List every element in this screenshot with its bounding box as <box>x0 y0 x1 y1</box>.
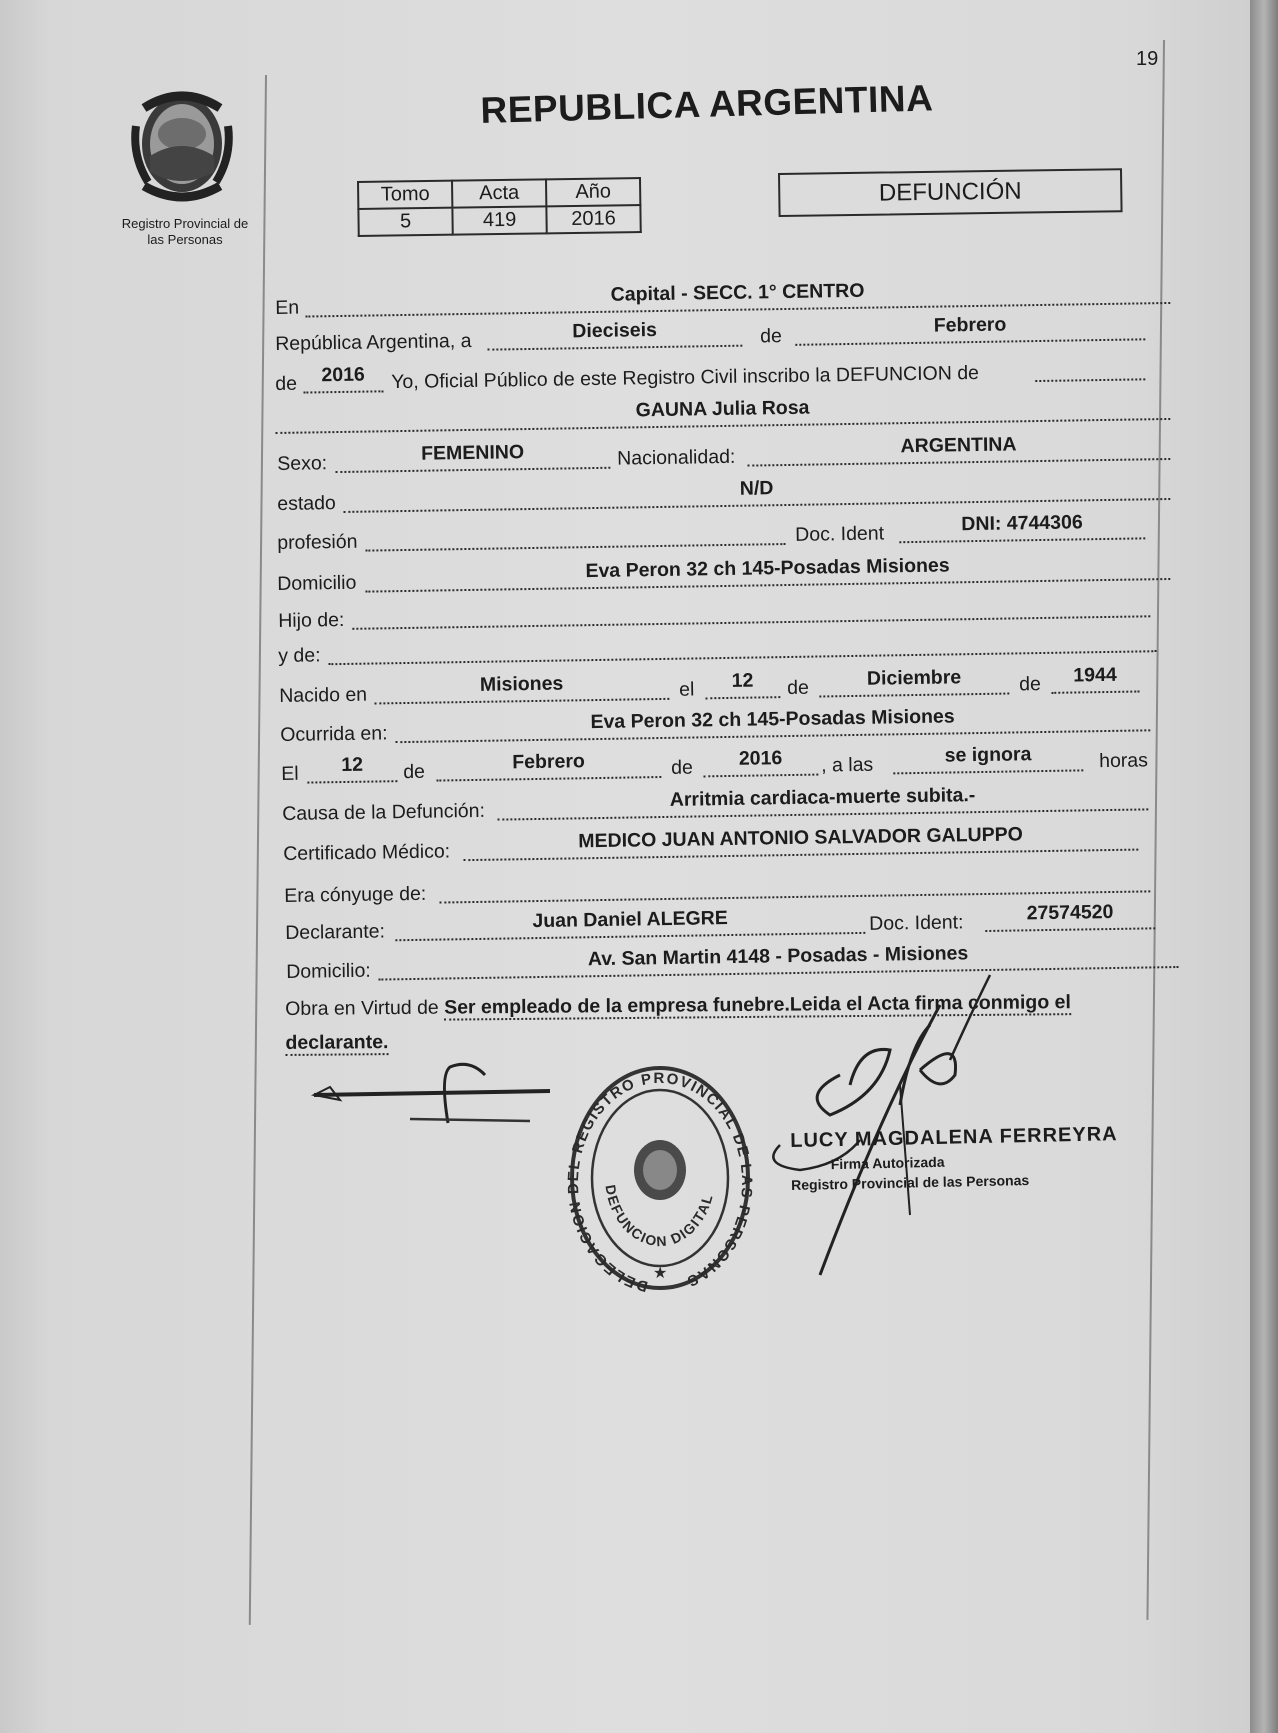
value-estado: N/D <box>739 477 774 500</box>
label-nacionalidad: Nacionalidad: <box>617 445 736 470</box>
hour-line <box>893 769 1083 774</box>
label-doc-ident-2: Doc. Ident: <box>869 911 964 935</box>
stamp-outer-text: DELEGACION DEL REGISTRO PROVINCIAL DE LAS PERSONAS <box>565 1069 755 1295</box>
book-value-tomo: 5 <box>358 208 452 236</box>
coat-of-arms-icon <box>130 86 234 206</box>
value-domicilio2: Av. San Martin 4148 - Posadas - Misiones <box>587 942 969 971</box>
label-obra: Obra en Virtud de <box>285 996 439 1020</box>
book-value-acta: 419 <box>452 206 546 234</box>
birth-year-line <box>1051 690 1139 693</box>
label-de-6: de <box>671 756 694 779</box>
country-title: REPUBLICA ARGENTINA <box>480 77 934 131</box>
book-value-anio: 2016 <box>546 205 640 233</box>
death-year-line <box>703 774 818 778</box>
label-de-1: de <box>760 325 783 348</box>
registry-line-2: las Personas <box>147 232 223 247</box>
stamp-inner-text: DEFUNCION DIGITAL <box>602 1183 716 1250</box>
label-a-las: , a las <box>821 753 874 777</box>
label-de-5: de <box>403 760 426 784</box>
year-line <box>303 390 383 393</box>
value-place: Capital - SECC. 1° CENTRO <box>610 279 865 306</box>
label-de-3: de <box>787 676 810 700</box>
label-estado: estado <box>277 492 336 515</box>
birth-day-line <box>705 696 780 699</box>
label-el-2: El <box>281 762 299 785</box>
value-causa: Arritmia cardiaca-muerte subita.- <box>669 784 976 811</box>
label-conyuge: Era cónyuge de: <box>284 882 427 907</box>
label-domicilio: Domicilio <box>277 571 357 595</box>
value-month: Febrero <box>933 313 1007 337</box>
label-sexo: Sexo: <box>277 452 328 475</box>
value-day: Dieciseis <box>572 319 658 343</box>
birth-month-line <box>819 693 1009 698</box>
label-profesion: profesión <box>277 530 358 554</box>
label-y-de: y de: <box>278 644 321 667</box>
label-hijo: Hijo de: <box>278 608 345 632</box>
book-table-header-row <box>358 178 640 209</box>
label-causa: Causa de la Defunción: <box>282 799 486 825</box>
label-el: el <box>679 678 695 701</box>
value-nacido-lugar: Misiones <box>479 672 564 696</box>
svg-text:★: ★ <box>653 1265 668 1282</box>
page-number: 19 <box>1136 48 1159 70</box>
value-certificado: MEDICO JUAN ANTONIO SALVADOR GALUPPO <box>578 823 1023 853</box>
label-republica: República Argentina, a <box>275 329 472 355</box>
value-deceased-name: GAUNA Julia Rosa <box>635 396 810 422</box>
book-table <box>357 177 642 237</box>
value-declarante: Juan Daniel ALEGRE <box>532 907 728 933</box>
registry-stamp <box>565 1058 755 1298</box>
value-sexo: FEMENINO <box>420 441 525 465</box>
value-doc2: 27574520 <box>1026 900 1114 925</box>
signatory-org: Registro Provincial de las Personas <box>790 1172 1030 1193</box>
value-fallec-dia: 12 <box>341 753 364 777</box>
label-doc-ident: Doc. Ident <box>795 522 885 546</box>
value-doc: DNI: 4744306 <box>961 511 1083 536</box>
label-de-4: de <box>1018 673 1042 696</box>
inscribo-text: Yo, Oficial Público de este Registro Civil inscribo la DEFUNCION de <box>391 361 980 394</box>
value-year: 2016 <box>321 363 365 387</box>
value-nacionalidad: ARGENTINA <box>900 433 1017 458</box>
value-ocurrida: Eva Peron 32 ch 145-Posadas Misiones <box>590 705 955 734</box>
value-nacido-dia: 12 <box>731 669 754 692</box>
registry-line-1: Registro Provincial de <box>121 216 249 231</box>
registry-caption <box>110 216 260 248</box>
value-fallec-anio: 2016 <box>738 747 783 770</box>
label-certificado: Certificado Médico: <box>283 840 451 865</box>
book-table-value-row <box>358 205 640 236</box>
signatory-title: Firma Autorizada <box>830 1153 945 1173</box>
value-nacido-anio: 1944 <box>1073 663 1117 687</box>
label-en: En <box>275 296 300 319</box>
book-header-acta: Acta <box>452 179 546 207</box>
label-horas: horas <box>1098 749 1149 773</box>
signatory-name: LUCY MAGDALENA FERREYRA <box>790 1123 1118 1152</box>
label-domicilio-2: Domicilio: <box>286 959 371 983</box>
value-fallec-mes: Febrero <box>512 750 586 774</box>
value-obra-2: declarante. <box>285 1031 389 1054</box>
signatory-block <box>790 1123 1119 1193</box>
value-obra-1: Ser empleado de la empresa funebre.Leida el Acta firma conmigo el <box>444 991 1071 1019</box>
document-type-box: DEFUNCIÓN <box>778 168 1123 217</box>
label-nacido: Nacido en <box>279 683 368 707</box>
label-declarante: Declarante: <box>285 920 386 944</box>
book-header-tomo: Tomo <box>358 181 452 209</box>
value-hora: se ignora <box>944 743 1032 767</box>
death-day-line <box>307 780 397 783</box>
book-header-anio: Año <box>546 178 640 206</box>
label-de-2: de <box>275 372 298 395</box>
inscribo-line <box>1035 378 1145 382</box>
page-edge <box>1250 0 1278 1733</box>
declarant-signature <box>300 1055 560 1135</box>
value-domicilio: Eva Peron 32 ch 145-Posadas Misiones <box>585 554 950 583</box>
value-nacido-mes: Diciembre <box>866 666 962 690</box>
label-ocurrida: Ocurrida en: <box>280 722 388 746</box>
doc2-line <box>985 927 1155 932</box>
